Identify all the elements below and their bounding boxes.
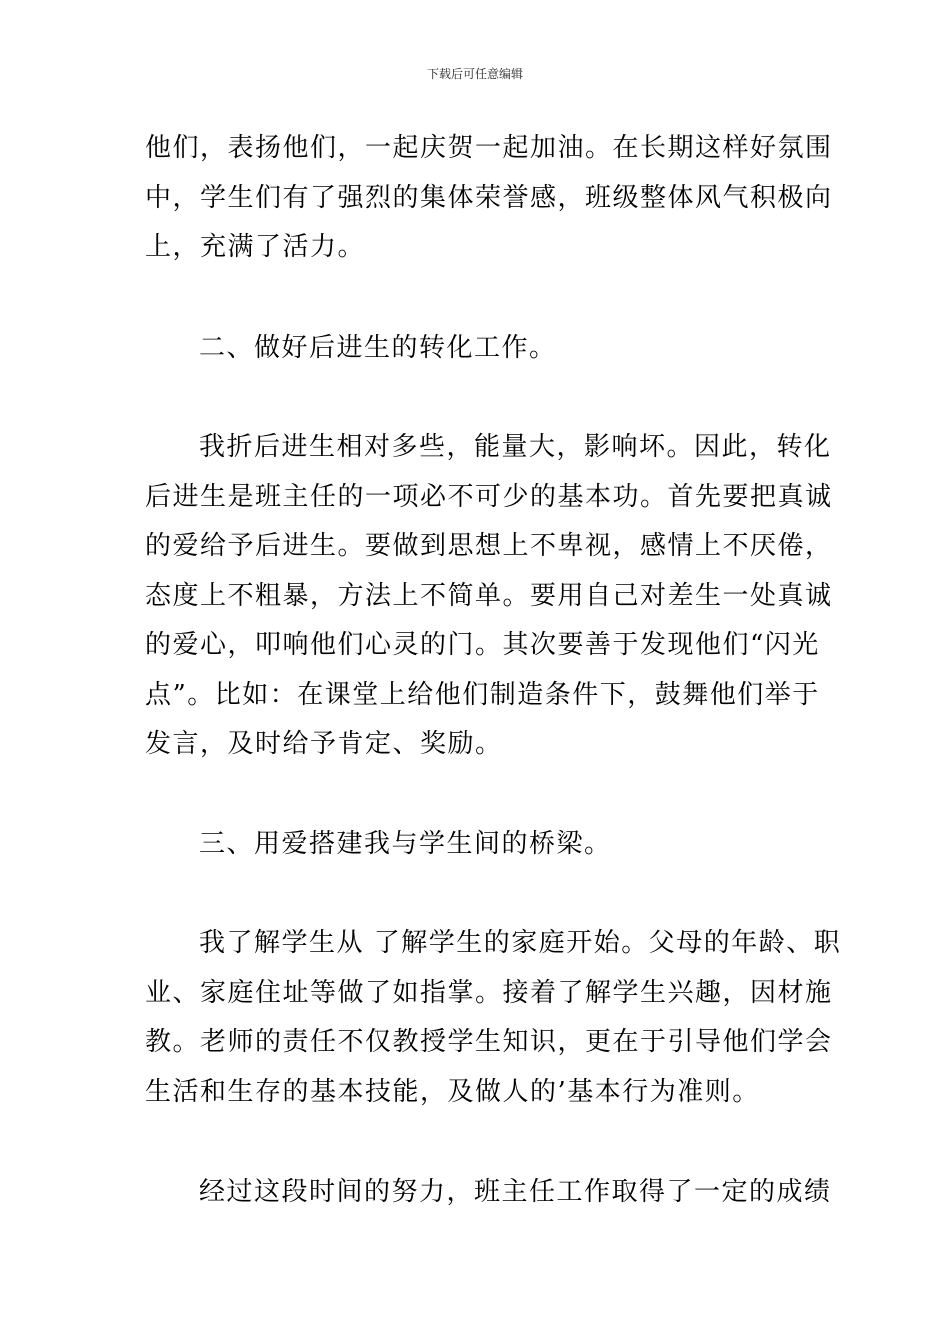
heading-text: 二、做好后进生的转化工作。 (199, 333, 557, 363)
section-heading-2 (145, 324, 811, 374)
text-line: 态度上不粗暴，方法上不简单。要用自己对差生一处真诚 (145, 580, 833, 611)
text-line: 中，学生们有了强烈的集体荣誉感，班级整体风气积极向 (145, 182, 833, 213)
text-line: 教。老师的责任不仅教授学生知识，更在于引导他们学会 (145, 1027, 833, 1057)
page-header: 下载后可任意编辑 (426, 67, 523, 81)
paragraph-3 (145, 919, 842, 1117)
text-line: 后进生是班主任的一项必不可少的基本功。首先要把真诚 (145, 481, 833, 512)
text-line: 业、家庭住址等做了如指掌。接着了解学生兴趣，因材施 (145, 977, 833, 1008)
text-line: 上，充满了活力。 (145, 232, 366, 262)
text-line: 的爱给予后进生。要做到思想上不卑视，感情上不厌倦， (145, 531, 833, 561)
paragraph-2 (145, 423, 833, 770)
text-line: 点”。比如：在课堂上给他们制造条件下，鼓舞他们举于 (145, 679, 820, 710)
text-line: 他们，表扬他们，一起庆贺一起加油。在长期这样好氛围 (145, 133, 833, 163)
text-line: 我了解学生从 了解学生的家庭开始。父母的年龄、职 (199, 928, 842, 958)
text-line: 生活和生存的基本技能，及做人的’基本行为准则。 (145, 1076, 760, 1107)
section-heading-3 (145, 820, 811, 870)
heading-text: 三、用爱搭建我与学生间的桥梁。 (199, 829, 612, 859)
paragraph-4 (145, 1168, 832, 1218)
text-line: 的爱心，叩响他们心灵的门。其次要善于发现他们“闪光 (145, 630, 820, 660)
text-line: 经过这段时间的努力，班主任工作取得了一定的成绩 (199, 1177, 832, 1207)
text-line: 发言，及时给予肯定、奖励。 (145, 729, 503, 759)
paragraph-1 (145, 124, 833, 273)
text-line: 我折后进生相对多些，能量大，影响坏。因此，转化 (199, 432, 832, 462)
